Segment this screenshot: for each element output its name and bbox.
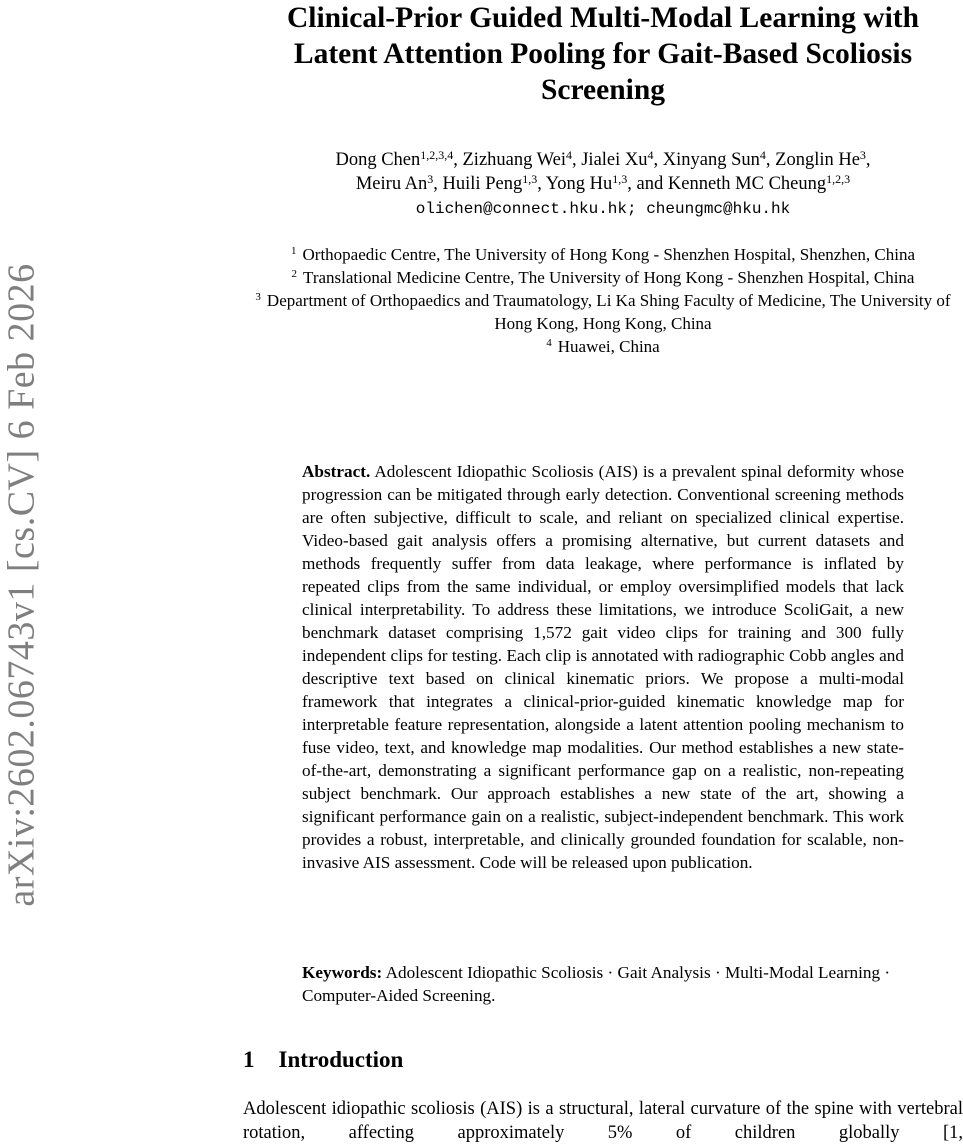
keywords-text: Adolescent Idiopathic Scoliosis · Gait Analysis · Multi-Modal Learning · Computer-Aided Screening. bbox=[302, 963, 891, 1005]
affiliation-text: Huawei, China bbox=[557, 337, 660, 356]
abstract bbox=[302, 460, 904, 874]
author-affiliation-marker: 1,3 bbox=[522, 172, 538, 186]
intro-paragraph: Adolescent idiopathic scoliosis (AIS) is a structural, lateral curvature of the spine with vertebral rotation, affecting approximately 5% of children globally [1, bbox=[243, 1099, 963, 1143]
author-name: Yong Hu bbox=[545, 174, 613, 194]
keywords-label: Keywords: bbox=[302, 963, 383, 982]
author-emails: olichen@connect.hku.hk; cheungmc@hku.hk bbox=[415, 200, 791, 218]
arxiv-id: arXiv:2602.06743v1 [cs.CV] 6 Feb 2026 bbox=[1, 263, 43, 907]
author-affiliation-marker: 3 bbox=[427, 172, 434, 186]
author-affiliation-marker: 3 bbox=[859, 148, 866, 162]
section-heading bbox=[243, 1045, 403, 1075]
author-separator: , bbox=[537, 174, 546, 194]
author-name: Zonglin He bbox=[775, 150, 860, 170]
author-separator: , bbox=[571, 150, 582, 170]
author-separator: , bbox=[453, 150, 463, 170]
section-title: Introduction bbox=[278, 1047, 404, 1072]
author-name: Dong Chen bbox=[335, 150, 421, 170]
author-affiliation-marker: 4 bbox=[647, 148, 654, 162]
author-name: Jialei Xu bbox=[581, 150, 648, 170]
affiliation-number: 1 bbox=[291, 245, 297, 257]
author-name: Xinyang Sun bbox=[662, 150, 760, 170]
author-affiliation-marker: 4 bbox=[565, 148, 572, 162]
arxiv-watermark bbox=[0, 230, 44, 940]
section-number: 1 bbox=[243, 1047, 255, 1072]
keywords bbox=[302, 961, 917, 1007]
paper-title: Clinical-Prior Guided Multi-Modal Learning with Latent Attention Pooling for Gait-Based Scoliosis Screening bbox=[286, 2, 920, 106]
author-affiliation-marker: 1,2,3 bbox=[826, 172, 851, 186]
author-separator: , bbox=[765, 150, 776, 170]
author-affiliation-marker: 1,2,3,4 bbox=[420, 148, 454, 162]
affiliation-number: 2 bbox=[291, 268, 298, 280]
affiliation-number: 4 bbox=[546, 337, 552, 349]
affiliation-number: 3 bbox=[255, 291, 261, 303]
affiliation bbox=[243, 266, 963, 289]
author-name: Zizhuang Wei bbox=[462, 150, 566, 170]
author-name: Huili Peng bbox=[442, 174, 523, 194]
author-separator: , and bbox=[627, 174, 668, 194]
author-separator: , bbox=[433, 174, 443, 194]
author-affiliation-marker: 1,3 bbox=[612, 172, 628, 186]
affiliation-text: Department of Orthopaedics and Traumatology, Li Ka Shing Faculty of Medicine, The University of Hong Kong, Hong Kong, China bbox=[266, 291, 951, 333]
affiliation bbox=[243, 289, 963, 335]
abstract-label: Abstract. bbox=[302, 462, 371, 481]
author-block bbox=[243, 148, 963, 222]
affiliation-text: Translational Medicine Centre, The University of Hong Kong - Shenzhen Hospital, China bbox=[303, 268, 915, 287]
author-list bbox=[243, 148, 963, 196]
author-separator: , bbox=[653, 150, 663, 170]
author-separator: , bbox=[865, 150, 871, 170]
affiliation-list bbox=[243, 243, 963, 358]
author-name: Meiru An bbox=[355, 174, 428, 194]
affiliation-text: Orthopaedic Centre, The University of Hong Kong - Shenzhen Hospital, Shenzhen, China bbox=[302, 245, 915, 264]
author-affiliation-marker: 4 bbox=[759, 148, 766, 162]
affiliation bbox=[243, 335, 963, 358]
author-name: Kenneth MC Cheung bbox=[667, 174, 827, 194]
affiliation bbox=[243, 243, 963, 266]
abstract-text: Adolescent Idiopathic Scoliosis (AIS) is a prevalent spinal deformity whose progression can be mitigated through early detection. Conventional screening methods are often subjective, difficult to scale, and reliant on specialized clinical expertise. Video-based gait analysis offers a promising alternative, but current datasets and methods frequently suffer from data leakage, where performance is inflated by repeated clips from the same individual, or employ oversimplified models that lack clinical interpretability. To address these limitations, we introduce ScoliGait, a new benchmark dataset comprising 1,572 gait video clips for training and 300 fully independent clips for testing. Each clip is annotated with radiographic Cobb angles and descriptive text based on clinical kinematic priors. We propose a multi-modal framework that integrates a clinical-prior-guided kinematic knowledge map for interpretable feature representation, alongside a latent attention pooling mechanism to fuse video, text, and knowledge map modalities. Our method establishes a new state-of-the-art, demonstrating a significant performance gap on a realistic, non-repeating subject benchmark. Our approach establishes a new state of the art, showing a significant performance gain on a realistic, subject-independent benchmark. This work provides a robust, interpretable, and clinically grounded foundation for scalable, non-invasive AIS assessment. Code will be released upon publication. bbox=[302, 462, 904, 872]
